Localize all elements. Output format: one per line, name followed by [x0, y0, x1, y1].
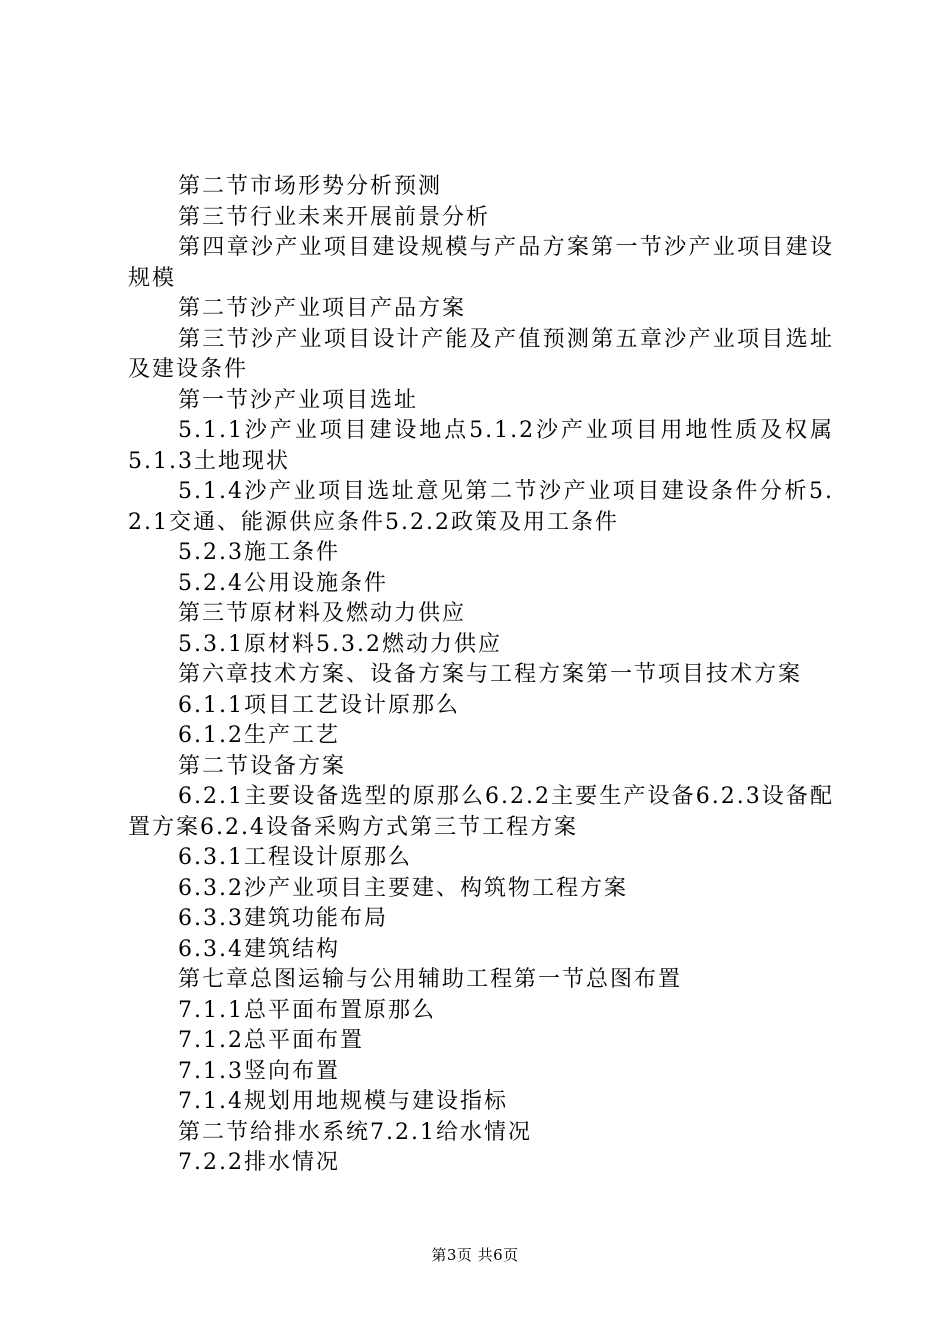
paragraph: 5.3.1原材料5.3.2燃动力供应 [178, 631, 502, 657]
paragraph: 7.1.1总平面布置原那么 [178, 997, 436, 1023]
paragraph: 第三节原材料及燃动力供应 [178, 601, 467, 626]
page-number-footer: 第3页 共6页 [431, 1246, 519, 1264]
paragraph: 6.2.1主要设备选型的原那么6.2.2主要生产设备6.2.3设备配置方案6.2.4设备采购方式第三节工程方案 [128, 784, 834, 840]
paragraph: 第四章沙产业项目建设规模与产品方案第一节沙产业项目建设规模 [128, 235, 834, 291]
paragraph: 第六章技术方案、设备方案与工程方案第一节项目技术方案 [178, 662, 803, 687]
paragraph: 5.2.3施工条件 [178, 540, 340, 565]
paragraph: 7.1.4规划用地规模与建设指标 [178, 1089, 508, 1114]
paragraph: 7.1.3竖向布置 [178, 1058, 340, 1084]
paragraph: 7.1.2总平面布置 [178, 1028, 364, 1053]
paragraph: 第二节给排水系统7.2.1给水情况 [178, 1119, 532, 1145]
paragraph: 6.1.2生产工艺 [178, 723, 340, 748]
paragraph: 第七章总图运输与公用辅助工程第一节总图布置 [178, 967, 683, 992]
document-body [128, 172, 834, 1179]
paragraph: 第一节沙产业项目选址 [178, 387, 419, 413]
paragraph: 第二节沙产业项目产品方案 [178, 296, 467, 321]
paragraph: 第三节沙产业项目设计产能及产值预测第五章沙产业项目选址及建设条件 [128, 326, 834, 382]
paragraph: 6.3.3建筑功能布局 [178, 906, 388, 931]
paragraph: 6.3.2沙产业项目主要建、构筑物工程方案 [178, 875, 628, 901]
paragraph: 7.2.2排水情况 [178, 1150, 340, 1175]
paragraph: 6.1.1项目工艺设计原那么 [178, 692, 460, 718]
paragraph: 5.1.1沙产业项目建设地点5.1.2沙产业项目用地性质及权属5.1.3土地现状 [128, 418, 834, 474]
paragraph: 第二节设备方案 [178, 753, 347, 779]
paragraph: 5.1.4沙产业项目选址意见第二节沙产业项目建设条件分析5.2.1交通、能源供应条件5.2.2政策及用工条件 [128, 479, 834, 535]
paragraph: 6.3.4建筑结构 [178, 936, 340, 962]
paragraph: 第三节行业未来开展前景分析 [178, 204, 491, 230]
paragraph: 5.2.4公用设施条件 [178, 570, 388, 596]
paragraph: 6.3.1工程设计原那么 [178, 845, 412, 870]
paragraph: 第二节市场形势分析预测 [178, 174, 443, 199]
